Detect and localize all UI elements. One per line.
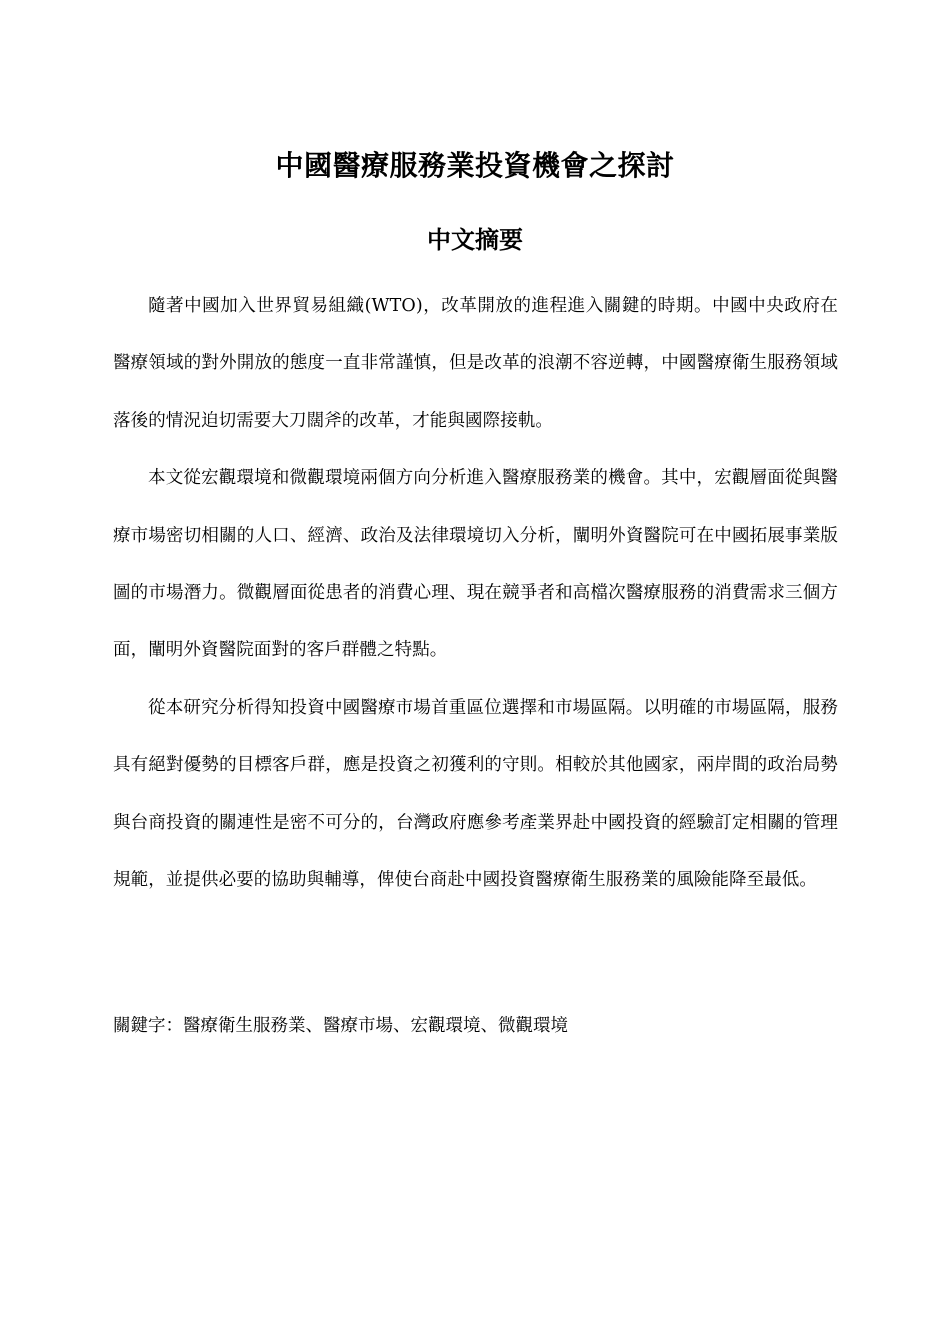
abstract-paragraph-1: 隨著中國加入世界貿易組織(WTO)，改革開放的進程進入關鍵的時期。中國中央政府在醫療領域的對外開放的態度一直非常謹慎，但是改革的浪潮不容逆轉，中國醫療衛生服務領域落後的情況迫切需要大刀闊斧的改革，才能與國際接軌。 [113,296,838,431]
document-title: 中國醫療服務業投資機會之探討 [275,149,675,182]
section-heading: 中文摘要 [427,225,523,254]
abstract-body [113,278,838,909]
keywords-line: 關鍵字：醫療衛生服務業、醫療市場、宏觀環境、微觀環境 [113,1016,568,1036]
abstract-paragraph-2: 本文從宏觀環境和微觀環境兩個方向分析進入醫療服務業的機會。其中，宏觀層面從與醫療市場密切相關的人口、經濟、政治及法律環境切入分析，闡明外資醫院可在中國拓展事業版圖的市場潛力。微觀層面從患者的消費心理、現在競爭者和高檔次醫療服務的消費需求三個方面，闡明外資醫院面對的客戶群體之特點。 [113,468,838,661]
abstract-paragraph-3: 從本研究分析得知投資中國醫療市場首重區位選擇和市場區隔。以明確的市場區隔，服務具有絕對優勢的目標客戶群，應是投資之初獲利的守則。相較於其他國家，兩岸間的政治局勢與台商投資的關連性是密不可分的，台灣政府應參考產業界赴中國投資的經驗訂定相關的管理規範，並提供必要的協助與輔導，俾使台商赴中國投資醫療衛生服務業的風險能降至最低。 [113,697,838,891]
